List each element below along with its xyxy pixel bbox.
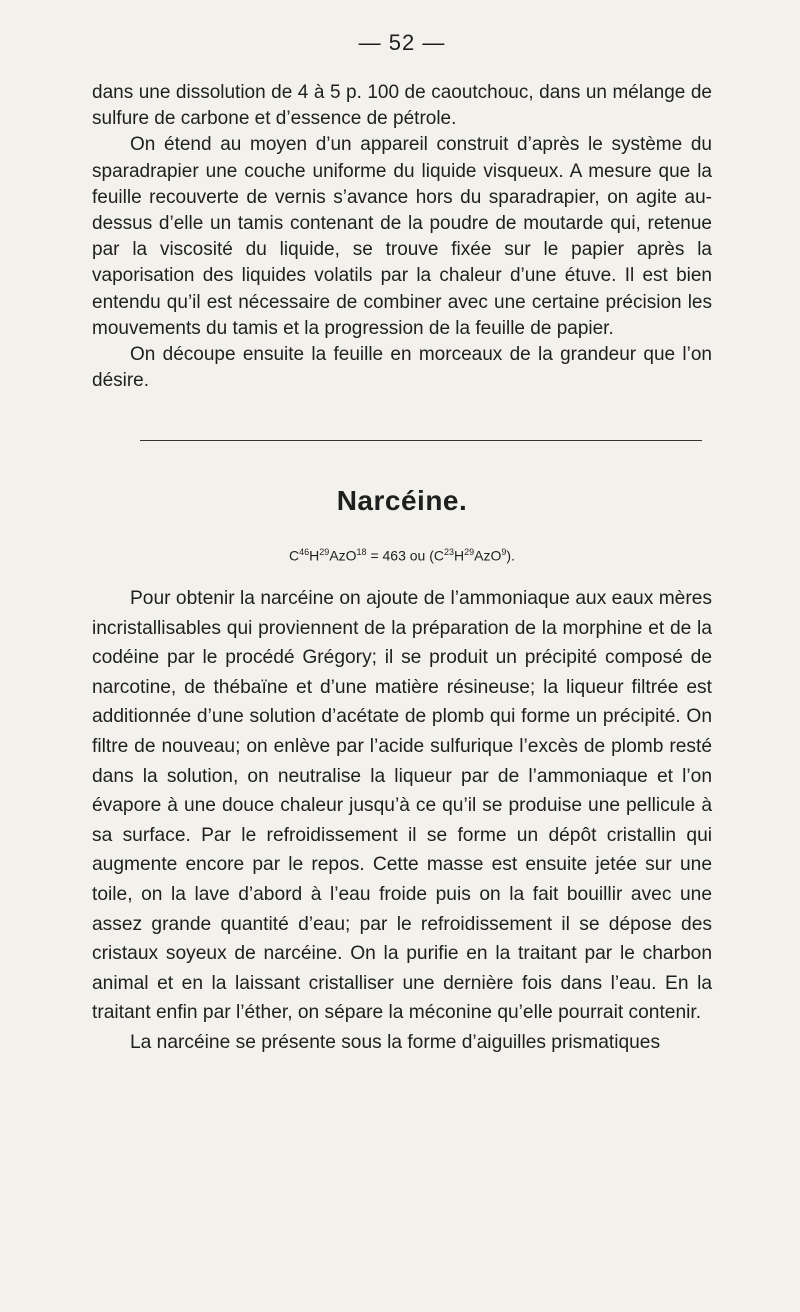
paragraph-2: On étend au moyen d’un appareil construit d’après le système du sparadrapier une couche uniforme du liquide visqueux. A mesure que la feuille recouverte de vernis s’avance hors du sparadrapier, on agite au-dessus d’elle un tamis contenant de la poudre de moutarde qui, retenue par la viscosité du liquide, se trouve fixée sur le papier après la vaporisation des liquides volatils par la chaleur d’une étuve. Il est bien entendu qu’il est nécessaire de combiner avec une certaine précision les mouvements du tamis et la progression de la feuille de papier. [92, 134, 712, 339]
paragraph-3: On découpe ensuite la feuille en morceaux de la grandeur que l’on désire. [92, 344, 712, 392]
section-narceine [92, 485, 712, 1057]
section-title: Narcéine. [336, 485, 468, 517]
section-previous-text [92, 80, 712, 394]
paragraph-4: Pour obtenir la narcéine on ajoute de l’ammoniaque aux eaux mères incristallisables qui proviennent de la préparation de la morphine et de la codéine par le procédé Grégory; il se produit un précipité composé de narcotine, de thébaïne et d’une matière résineuse; la liqueur filtrée est additionnée d’une solution d’acétate de plomb qui forme un précipité. On filtre de nouveau; on enlève par l’acide sulfurique l’excès de plomb resté dans la solution, on neutralise la liqueur par de l’ammoniaque et l’on évapore à une douce chaleur jusqu’à ce qu’il se produise une pellicule à sa surface. Par le refroidissement il se forme un dépôt cristallin qui augmente encore par le repos. Cette masse est ensuite jetée sur une toile, on la lave d’abord à l’eau froide puis on la fait bouillir avec une assez grande quantité d’eau; par le refroidissement il se dépose des cristaux soyeux de narcéine. On la purifie en la traitant par le charbon animal et en la laissant cristalliser une dernière fois dans l’eau. En la traitant enfin par l’éther, on sépare la méconine qu’elle pourrait contenir. [92, 588, 712, 1024]
chemical-formula: $C^{46}H^{29}AzO^{18} = 463$ ou $(C^{23}H^{29}AzO^9)$. [289, 547, 515, 565]
page-number: — 52 — [358, 30, 446, 55]
section-divider [140, 440, 702, 441]
paragraph-1: dans une dissolution de 4 à 5 p. 100 de caoutchouc, dans un mélange de sulfure de carbone et d’essence de pétrole. [92, 82, 712, 130]
paragraph-5: La narcéine se présente sous la forme d’aiguilles prismatiques [130, 1032, 661, 1053]
